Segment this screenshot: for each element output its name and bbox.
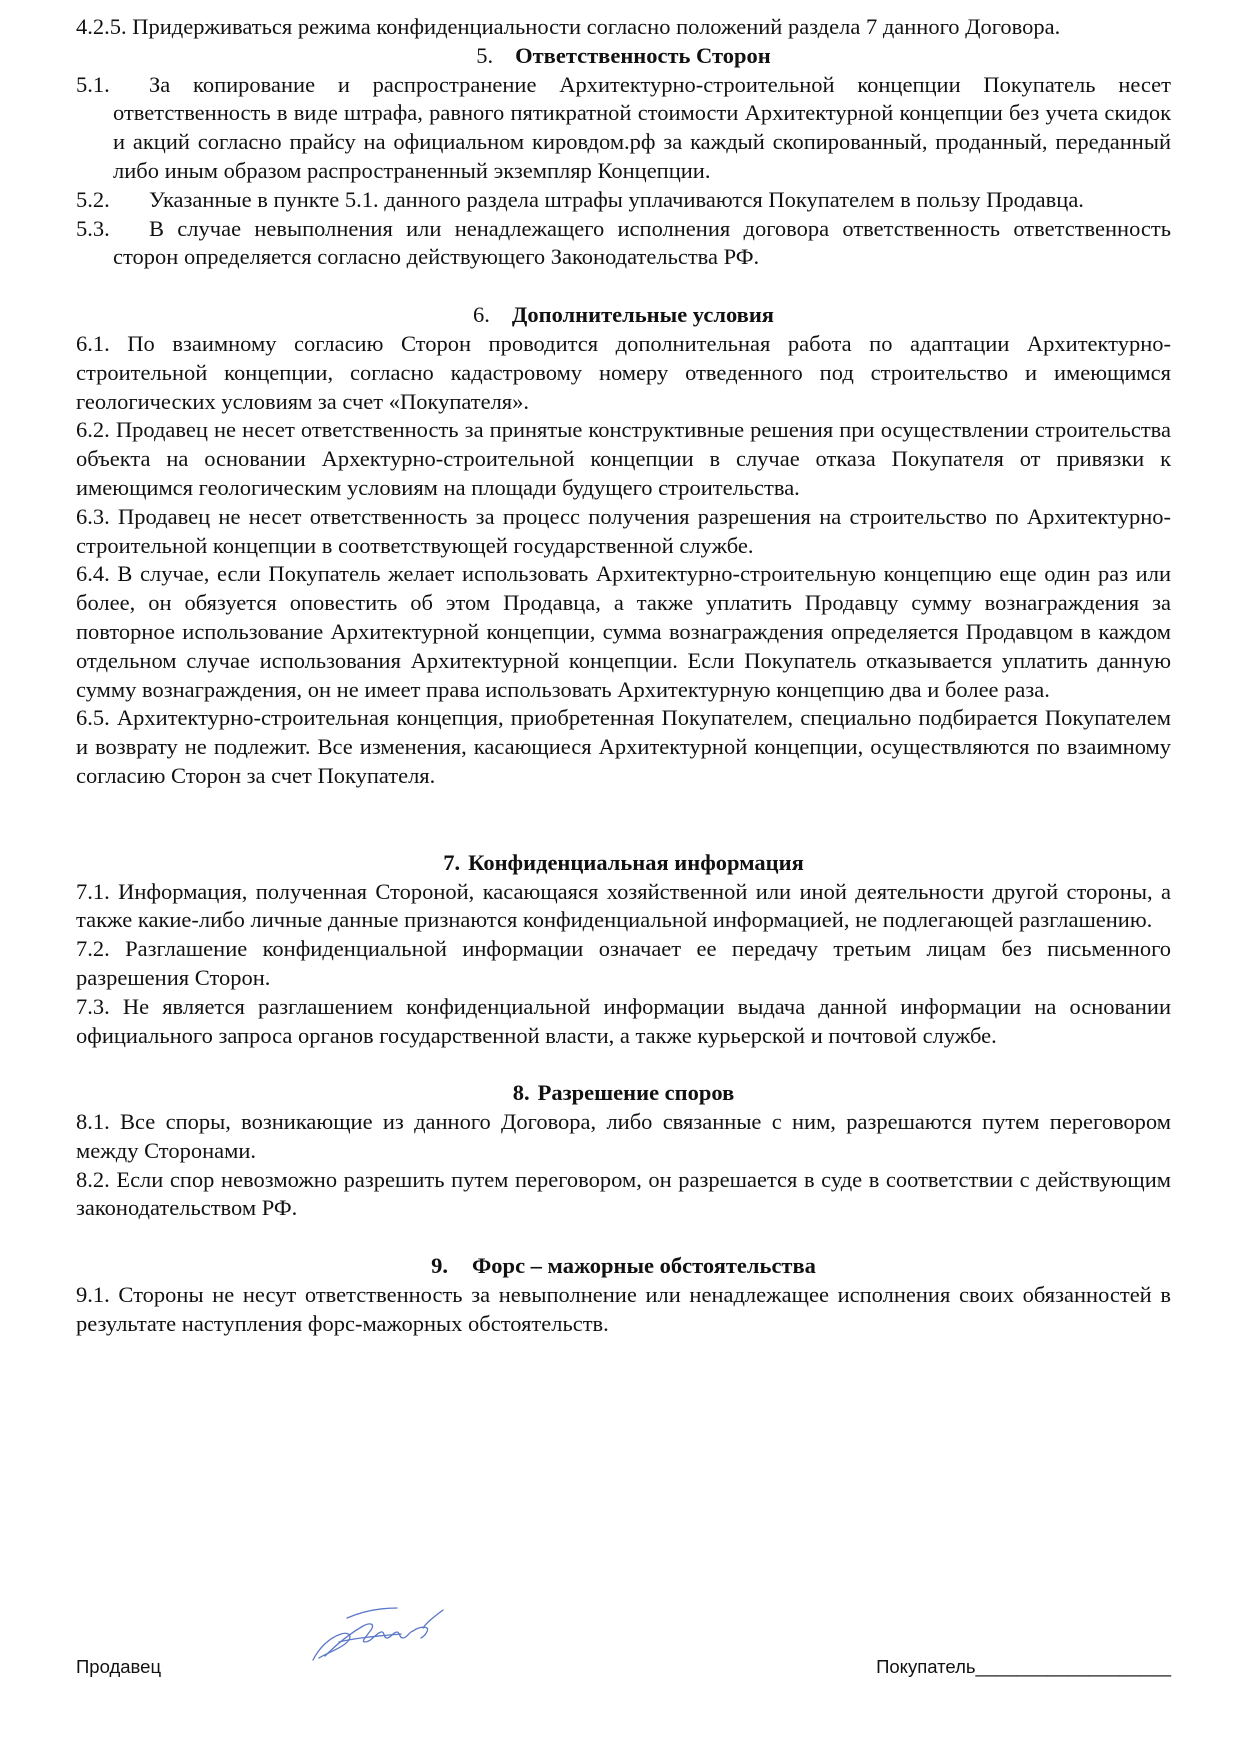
clause-6-1: 6.1. По взаимному согласию Сторон проводится дополнительная работа по адаптации Архитектурно-строительной концепции, согласно кадастровому номеру отведенного под строительство и имеющимся геологических условиям за счет «Покупателя». (76, 330, 1171, 414)
clause-6-5: 6.5. Архитектурно-строительная концепция, приобретенная Покупателем, специально подбирается Покупателем и возврату не подлежит. Все изменения, касающиеся Архитектурной концепции, осуществляются по взаимному согласию Сторон за счет Покупателя. (76, 705, 1171, 788)
contract-page (76, 13, 1171, 1339)
clause-5-3 (76, 215, 1171, 273)
section-5-title: Ответственность Сторон (515, 42, 771, 68)
section-6-heading (76, 301, 1171, 330)
clause-7-3: 7.3. Не является разглашением конфиденциальной информации выдача данной информации на основании официального запроса органов государственной власти, а также курьерской и почтовой службе. (76, 993, 1171, 1048)
seller-signature-label: Продавец (76, 1656, 162, 1677)
section-5-heading (76, 42, 1171, 71)
section-7-heading (76, 849, 1171, 878)
section-8-number: 8. (512, 1080, 530, 1106)
clause-7-1: 7.1. Информация, полученная Стороной, касающаяся хозяйственной или иной деятельности другой стороны, а также какие-либо личные данные признаются конфиденциальной информацией, не подлегающей разглашению. (76, 878, 1171, 933)
clause-9-1: 9.1. Стороны не несут ответственность за невыполнение или ненадлежащее исполнения своих обязанностей в результате наступления форс-мажорных обстоятельств. (76, 1282, 1171, 1336)
clause-6-3: 6.3. Продавец не несет ответственность за процесс получения разрешения на строительство по Архитектурно-строительной концепции в соответствующей государственной службе. (76, 503, 1171, 558)
section-7-number: 7. (443, 849, 461, 875)
clause-text: Указанные в пункте 5.1. данного раздела штрафы уплачиваются Покупателем в пользу Продавца. (149, 186, 1084, 212)
clause-number: 5.2. (76, 186, 110, 212)
section-6-number: 6. (473, 302, 490, 328)
buyer-signature-label: Покупатель___________________ (876, 1656, 1171, 1677)
clause-8-2: 8.2. Если спор невозможно разрешить путем переговором, он разрешается в суде в соответствии с действующим законодательством РФ. (76, 1166, 1171, 1221)
section-8-title: Разрешение споров (537, 1080, 735, 1106)
clause-8-1: 8.1. Все споры, возникающие из данного Договора, либо связанные с ним, разрешаются путем переговором между Сторонами. (76, 1109, 1171, 1163)
clause-number: 5.3. (76, 215, 110, 241)
section-7-title: Конфиденциальная информация (468, 849, 804, 875)
clause-6-4: 6.4. В случае, если Покупатель желает использовать Архитектурно-строительную концепцию еще один раз или более, он обязуется оповестить об этом Продавца, а также уплатить Продавцу сумму вознаграждения за повторное использование Архитектурной концепции, сумма вознаграждения определяется Продавцом в каждом отдельном случае использования Архитектурной концепции. Если Покупатель отказывается уплатить данную сумму вознаграждения, он не имеет права использовать Архитектурную концепцию два и более раза. (76, 561, 1171, 702)
clause-7-2: 7.2. Разглашение конфиденциальной информации означает ее передачу третьим лицам без письменного разрешения Сторон. (76, 936, 1171, 990)
section-9-title: Форс – мажорные обстоятельства (471, 1253, 816, 1279)
section-5-number: 5. (476, 42, 494, 68)
clause-5-2 (76, 186, 1171, 215)
handwritten-signature-icon (305, 1598, 465, 1670)
section-9-number: 9. (431, 1253, 448, 1279)
clause-text: За копирование и распространение Архитектурно-строительной концепции Покупатель несет ответственность в виде штрафа, равного пятикратной стоимости Архитектурной концепции без учета скидок и акций согласно прайсу на официальном кировдом.рф за каждый скопированный, проданный, переданный либо иным образом распространенный экземпляр Концепции. (113, 71, 1171, 183)
section-9-heading (76, 1252, 1171, 1281)
section-8-heading (76, 1079, 1171, 1108)
clause-5-1 (76, 71, 1171, 186)
clause-4-2-5: 4.2.5. Придерживаться режима конфиденциальности согласно положений раздела 7 данного Договора. (76, 14, 1061, 39)
section-6-title: Дополнительные условия (511, 302, 774, 328)
clause-number: 5.1. (76, 71, 110, 97)
clause-text: В случае невыполнения или ненадлежащего исполнения договора ответственность ответственность сторон определяется согласно действующего Законодательства РФ. (113, 215, 1171, 270)
clause-6-2: 6.2. Продавец не несет ответственность за принятые конструктивные решения при осуществлении строительства объекта на основании Архектурно-строительной концепции в случае отказа Покупателя от привязки к имеющимся геологическим условиям на площади будущего строительства. (76, 417, 1171, 500)
